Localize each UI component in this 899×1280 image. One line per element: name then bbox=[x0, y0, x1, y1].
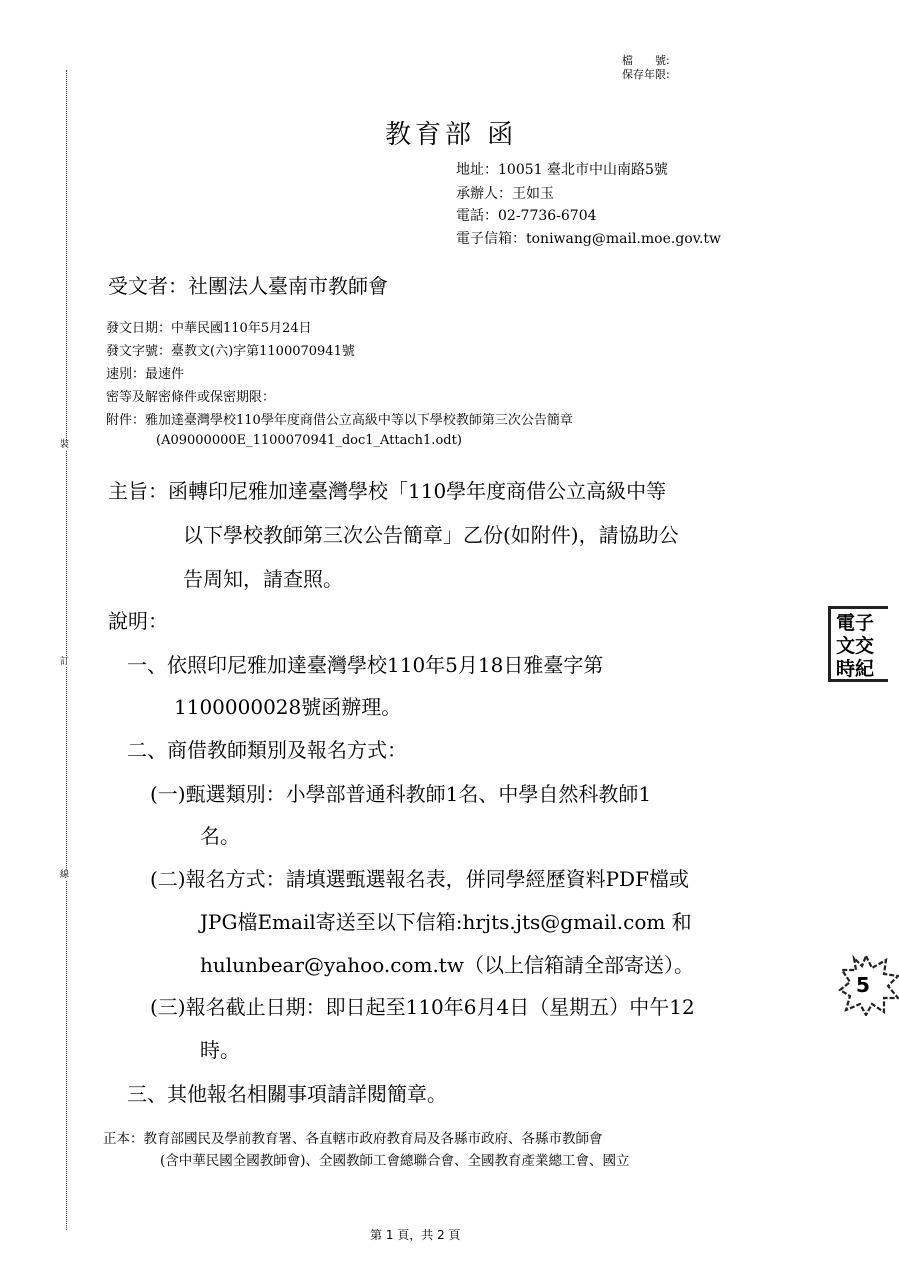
explanation-sub-1-line-2: 名。 bbox=[200, 824, 240, 848]
security-level: 密等及解密條件或保密期限： bbox=[106, 390, 276, 405]
explanation-sub-2-line-2: JPG檔Email寄送至以下信箱:hrjts.jts@gmail.com 和 bbox=[200, 910, 692, 934]
subject-line-3: 告周知，請查照。 bbox=[183, 567, 343, 591]
handler-line: 承辦人：王如玉 bbox=[456, 186, 554, 202]
attachment-filename: (A09000000E_1100070941_doc1_Attach1.odt) bbox=[156, 433, 462, 448]
page-badge-starburst-icon bbox=[838, 954, 899, 1016]
page-number: 第 1 頁，共 2 頁 bbox=[370, 1228, 461, 1242]
address-line: 地址：10051 臺北市中山南路5號 bbox=[456, 162, 668, 178]
explanation-sub-3-line-1: (三)報名截止日期：即日起至110年6月4日（星期五）中午12 bbox=[150, 995, 695, 1019]
retention-label: 保存年限: bbox=[622, 68, 670, 81]
explanation-item-1-line-2: 1100000028號函辦理。 bbox=[174, 695, 402, 719]
explanation-sub-1-line-1: (一)甄選類別：小學部普通科教師1名、中學自然科教師1 bbox=[150, 782, 652, 806]
binding-mark-zhuang: 裝 bbox=[60, 440, 70, 450]
explanation-item-3: 三、其他報名相關事項請詳閱簡章。 bbox=[127, 1082, 447, 1106]
document-number: 發文字號：臺教文(六)字第1100070941號 bbox=[106, 344, 355, 359]
binding-mark-ding: 訂 bbox=[60, 657, 70, 667]
badge-number: 5 bbox=[856, 973, 870, 997]
explanation-heading: 說明： bbox=[108, 609, 168, 633]
delivery-speed: 速別：最速件 bbox=[106, 367, 185, 382]
stamp-row-1: 電子 bbox=[836, 612, 875, 634]
recipient: 受文者：社團法人臺南市教師會 bbox=[108, 274, 388, 298]
explanation-sub-2-line-3: hulunbear@yahoo.com.tw（以上信箱請全部寄送）。 bbox=[200, 953, 694, 977]
email-line: 電子信箱：toniwang@mail.moe.gov.tw bbox=[456, 231, 722, 247]
electronic-document-stamp bbox=[828, 606, 888, 682]
stamp-row-2: 文交 bbox=[836, 635, 875, 657]
binding-dotted-line bbox=[66, 70, 67, 1230]
phone-line: 電話：02-7736-6704 bbox=[456, 208, 597, 224]
explanation-sub-2-line-1: (二)報名方式：請填選甄選報名表，併同學經歷資料PDF檔或 bbox=[150, 867, 689, 891]
attachment-line: 附件：雅加達臺灣學校110學年度商借公立高級中等以下學校教師第三次公告簡章 bbox=[106, 413, 573, 428]
subject-line-1: 主旨：函轉印尼雅加達臺灣學校「110學年度商借公立高級中等 bbox=[108, 479, 667, 503]
filing-info bbox=[622, 54, 670, 82]
explanation-sub-3-line-2: 時。 bbox=[200, 1038, 240, 1062]
document-title: 教育部 函 bbox=[385, 120, 518, 150]
subject-line-2: 以下學校教師第三次公告簡章」乙份(如附件)，請協助公 bbox=[183, 523, 679, 547]
copies-line-1: 正本：教育部國民及學前教育署、各直轄市政府教育局及各縣市政府、各縣市教師會 bbox=[103, 1131, 603, 1147]
binding-mark-xian: 線 bbox=[60, 870, 70, 880]
stamp-row-3: 時紀 bbox=[836, 658, 875, 680]
file-number-label: 檔 號: bbox=[622, 54, 670, 67]
copies-line-2: (含中華民國全國教師會)、全國教師工會總聯合會、全國教育產業總工會、國立 bbox=[160, 1153, 630, 1169]
explanation-item-1-line-1: 一、依照印尼雅加達臺灣學校110年5月18日雅臺字第 bbox=[127, 653, 604, 677]
explanation-item-2: 二、商借教師類別及報名方式： bbox=[127, 738, 407, 762]
issue-date: 發文日期：中華民國110年5月24日 bbox=[106, 321, 312, 336]
